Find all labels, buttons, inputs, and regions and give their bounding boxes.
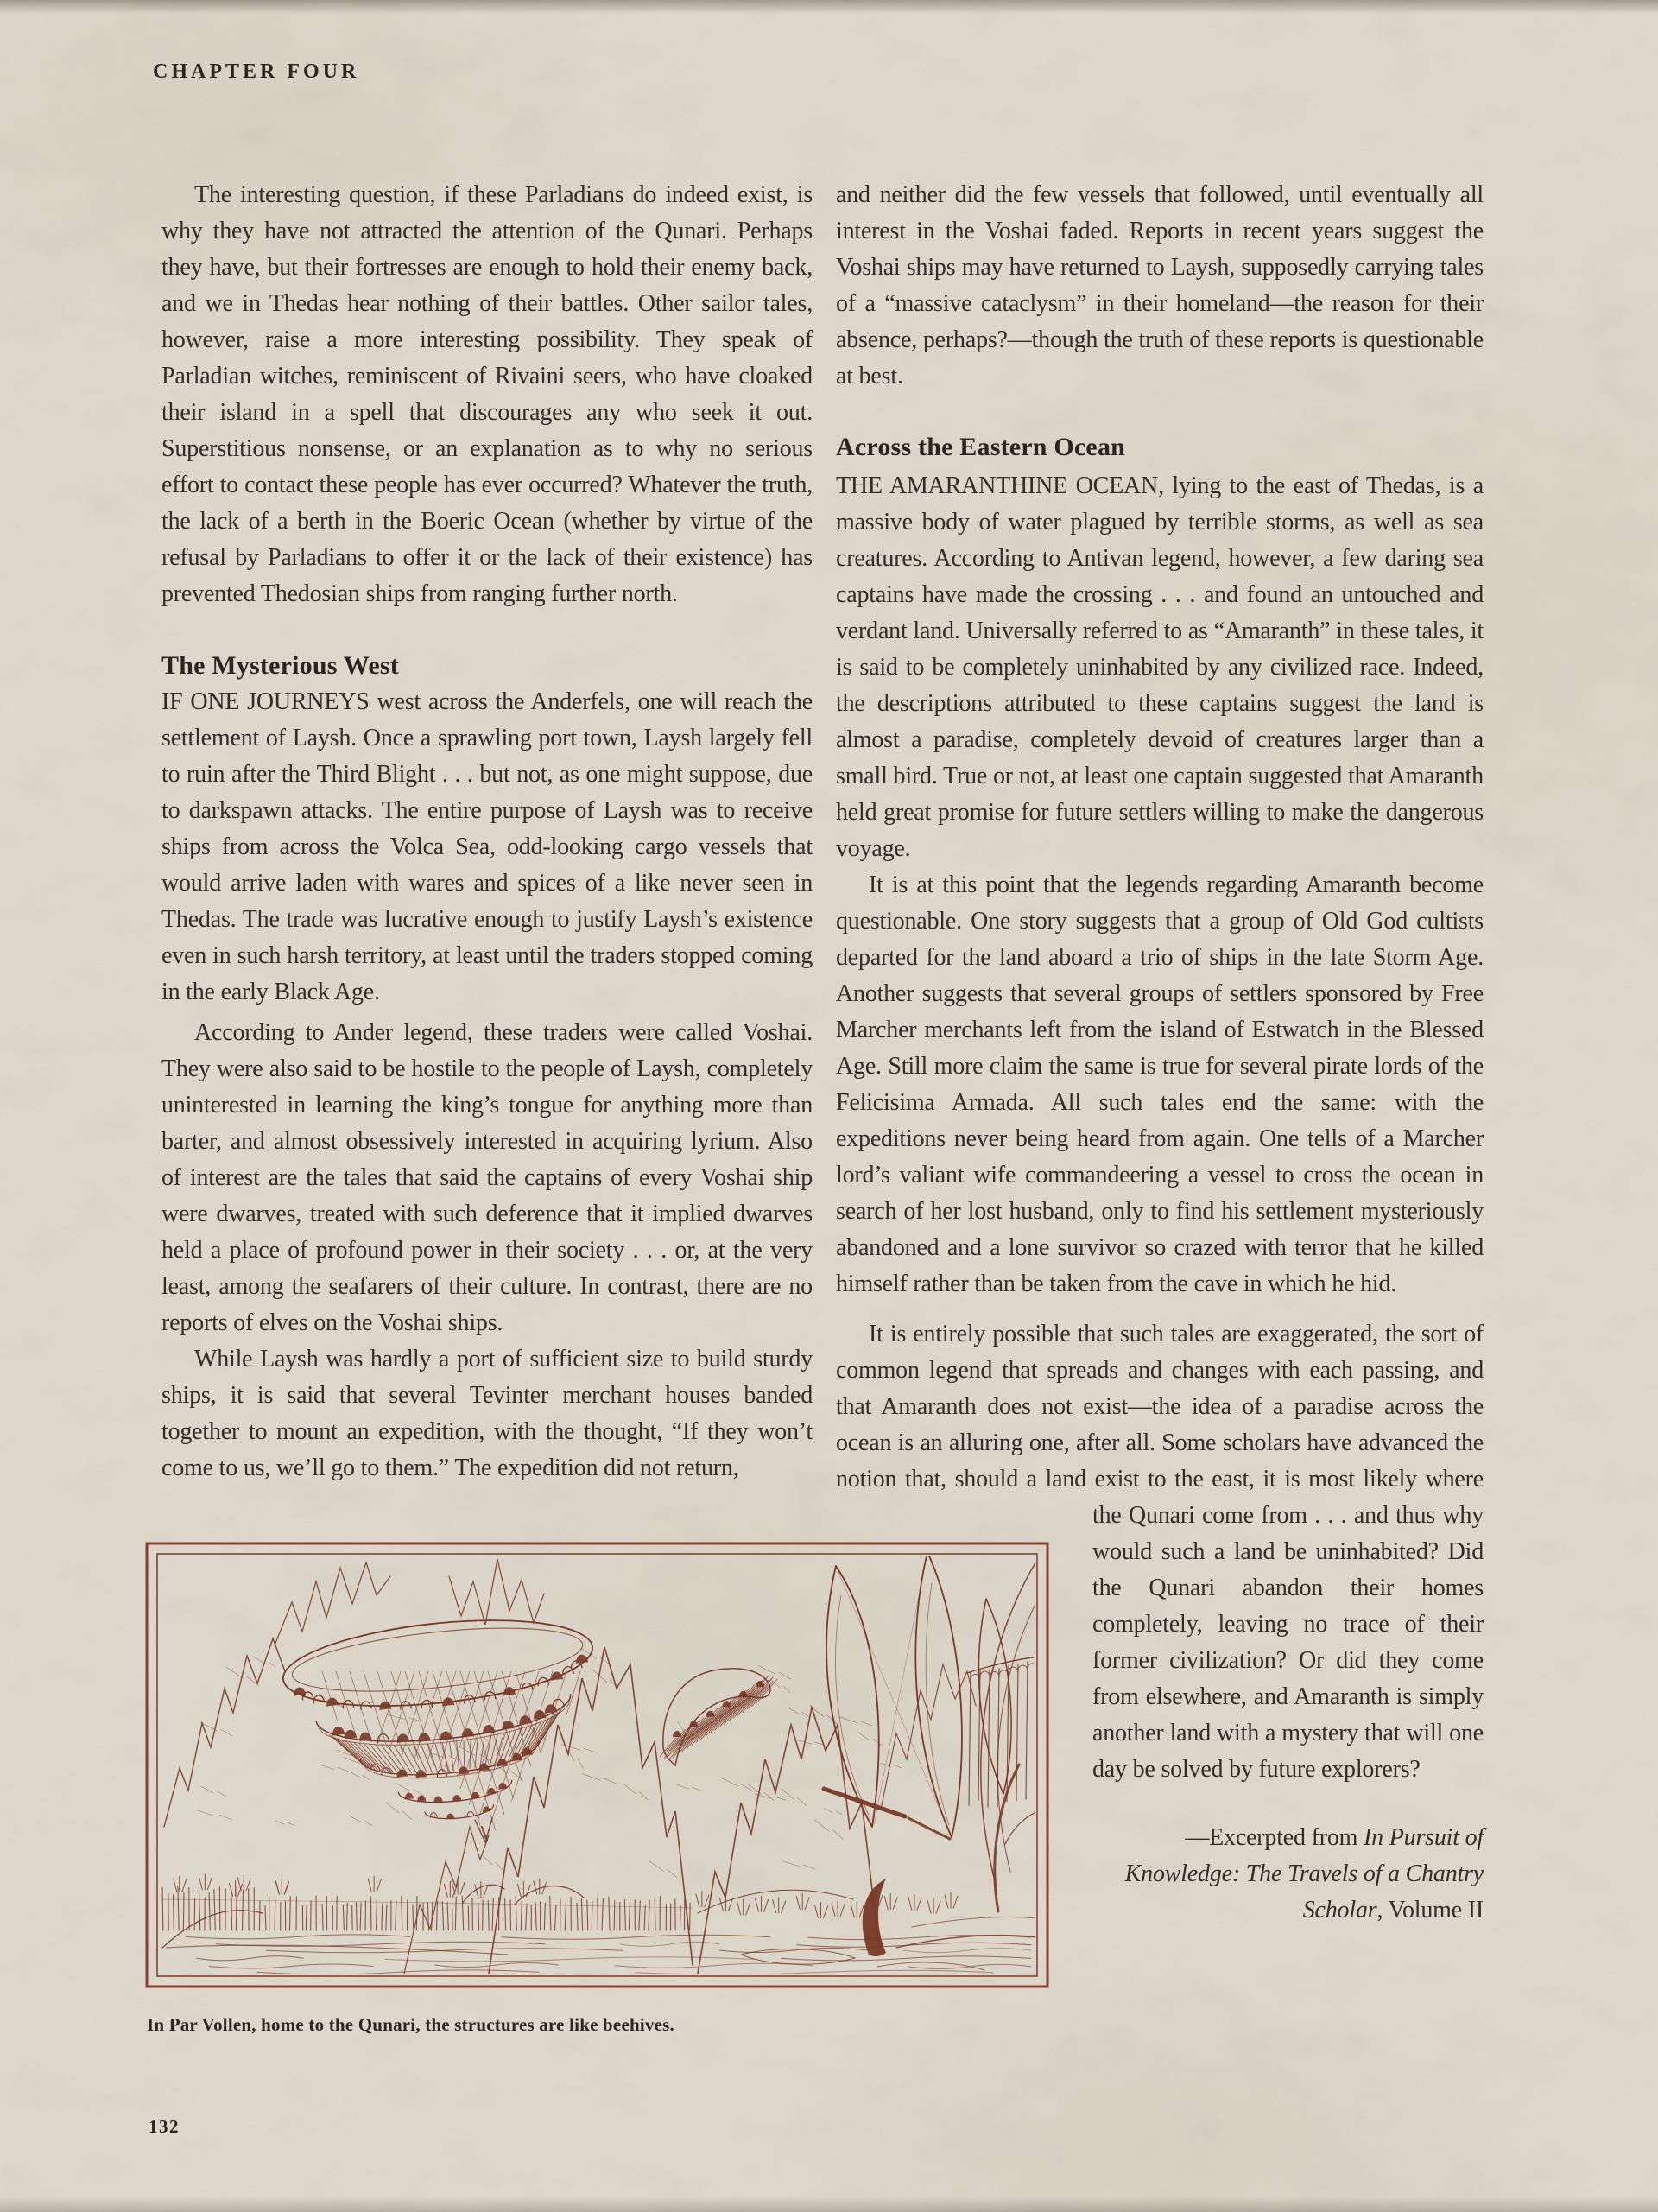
figure-caption: In Par Vollen, home to the Qunari, the structures are like beehives. [147,2014,674,2035]
chapter-header: CHAPTER FOUR [153,60,360,83]
paragraph-exaggerated: It is entirely possible that such tales are exaggerated, the sort of common legend that spreads and changes with each passing, and that Amaranth does not exist—the idea of a paradise across the ocean is an alluring one, after all. Some scholars have advanced the notion that, should a land exist to the east, it is most likely where [836,1321,1484,1493]
attribution [1099,1820,1484,1929]
heading-eastern-ocean: Across the Eastern Ocean [836,433,1126,461]
frame-inner-border [157,1554,1037,1976]
illustration-figure [145,1542,1049,1988]
heading-mysterious-west: The Mysterious West [161,651,399,680]
paragraph-expedition: While Laysh was hardly a port of sufficient size to build sturdy ships, it is said that several Tevinter merchant houses banded together to mount an expedition, with the thought, “If they won’t come to us, we’ll go to them.” The expedition did not return, [161,1346,813,1481]
paragraph-voshai: According to Ander legend, these traders were called Voshai. They were also said to be hostile to the people of Laysh, completely uninterested in learning the king’s tongue for anything more than barter, and almost obsessively interested in acquiring lyrium. Also of interest are the tales that said the captains of every Voshai ship were dwarves, treated with such deference that it implied dwarves held a place of profound power in their society . . . or, at the very least, among the seafarers of their culture. In contrast, there are no reports of elves on the Voshai ships. [161,1019,813,1336]
paragraph-parladians: The interesting question, if these Parladians do indeed exist, is why they have not attracted the attention of the Qunari. Perhaps they have, but their fortresses are enough to hold their enemy back, and we in Thedas hear nothing of their battles. Other sailor tales, however, raise a more interesting possibility. They speak of Parladian witches, reminiscent of Rivaini seers, who have cloaked their island in a spell that discourages any who seek it out. Superstitious nonsense, or an explanation as to why no serious effort to contact these people has ever occurred? Whatever the truth, the lack of a berth in the Boeric Ocean (whether by virtue of the refusal by Parladians to offer it or the lack of their existence) has prevented Thedosian ships from ranging further north. [161,181,813,607]
attribution-suffix: , Volume II [1376,1897,1484,1924]
page-number: 132 [149,2116,180,2137]
attribution-title: In Pursuit of Knowledge: The Travels of a Chantry Scholar [1124,1824,1484,1924]
paragraph-laysh: IF ONE JOURNEYS west across the Anderfels, one will reach the settlement of Laysh. Once a sprawling port town, Laysh largely fell to ruin after the Third Blight . . . but not, as one might suppose, due to darkspawn attacks. The entire purpose of Laysh was to receive ships from across the Volca Sea, odd-looking cargo vessels that would arrive laden with wares and spices of a like never seen in Thedas. The trade was lucrative enough to justify Laysh’s existence even in such harsh territory, at least until the traders stopped coming in the early Black Age. [161,688,813,1005]
paragraph-legends: It is at this point that the legends regarding Amaranth become questionable. One story suggests that a group of Old God cultists departed for the land aboard a trio of ships in the late Storm Age. Another suggests that several groups of settlers sponsored by Free Marcher merchants left from the island of Estwatch in the Blessed Age. Still more claim the same is true for several pirate lords of the Felicisima Armada. All such tales end the same: with the expeditions never being heard from again. One tells of a Marcher lord’s valiant wife commandeering a vessel to cross the ocean in search of her lost husband, only to find his settlement mysteriously abandoned and a lone survivor so crazed with terror that he killed himself rather than be taken from the cave in which he hid. [836,871,1484,1297]
sketch-art-group [162,1552,1040,1982]
paragraph-voshai-return: and neither did the few vessels that followed, until eventually all interest in the Voshai faded. Reports in recent years suggest the Voshai ships may have returned to Laysh, supposedly carrying tales of a “massive cataclysm” in their homeland—the reason for their absence, perhaps?—though the truth of these reports is questionable at best. [836,181,1484,390]
attribution-prefix: —Excerpted from [1185,1824,1364,1851]
qunari-structures-sketch [145,1542,1049,1988]
paragraph-amaranthine: THE AMARANTHINE OCEAN, lying to the east of Thedas, is a massive body of water plagued by terrible storms, as well as sea creatures. According to Antivan legend, however, a few daring sea captains have made the crossing . . . and found an untouched and verdant land. Universally referred to as “Amaranth” in these tales, it is said to be completely uninhabited by any civilized race. Indeed, the descriptions attributed to these captains suggest the land is almost a paradise, completely devoid of creatures larger than a small bird. True or not, at least one captain suggested that Amaranth held great promise for future settlers willing to make the dangerous voyage. [836,472,1484,862]
frame-outer-border [147,1543,1047,1987]
paragraph-exaggerated-continued: the Qunari come from . . . and thus why would such a land be uninhabited? Did the Qunari abandon their homes completely, leaving no trace of their former civilization? Or did they come from elsewhere, and Amaranth is simply another land with a mystery that will one day be solved by future explorers? [1092,1502,1484,1783]
